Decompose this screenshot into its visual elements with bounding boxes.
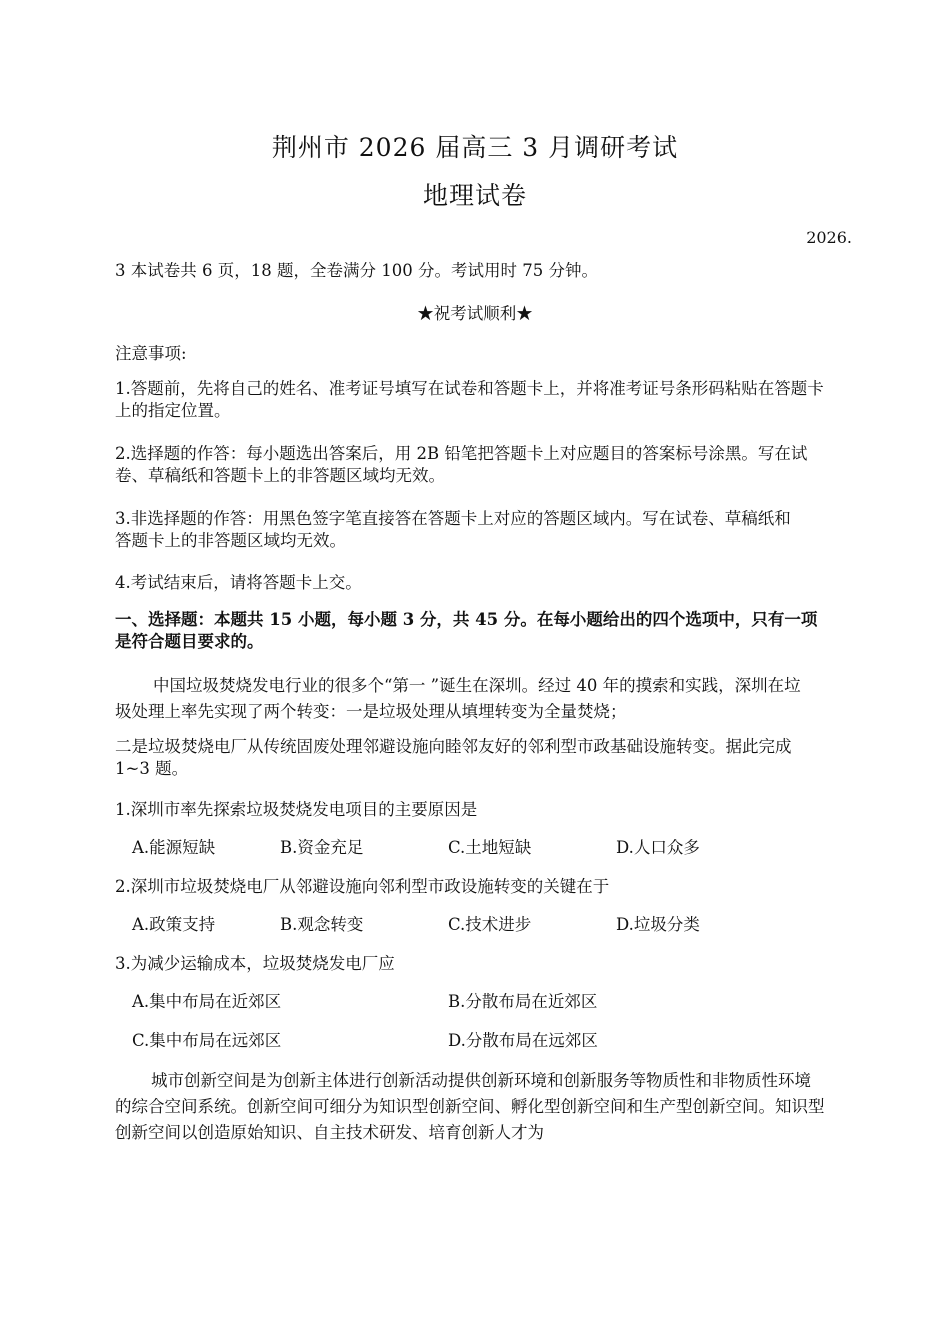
question-1-option-c: C.土地短缺: [448, 838, 532, 857]
section-1-heading: 一、选择题：本题共 15 小题，每小题 3 分，共 45 分。在每小题给出的四个选项中，只有一项是符合题目要求的。: [115, 610, 818, 651]
notes-heading: 注意事项:: [115, 344, 187, 363]
question-1-stem: 1.深圳市率先探索垃圾焚烧发电项目的主要原因是: [115, 800, 478, 819]
passage-2: 城市创新空间是为创新主体进行创新活动提供创新环境和创新服务等物质性和非物质性环境的综合空间系统。创新空间可细分为知识型创新空间、孵化型创新空间和生产型创新空间。知识型创新空间以创造原始知识、自主技术研发、培育创新人才为: [115, 1071, 825, 1142]
question-2-option-b: B.观念转变: [280, 915, 364, 934]
exam-date: 2026.: [806, 228, 852, 247]
note-item-3: 3.非选择题的作答：用黑色签字笔直接答在答题卡上对应的答题区域内。写在试卷、草稿纸和答题卡上的非答题区域均无效。: [115, 509, 791, 550]
note-item-4: 4.考试结束后，请将答题卡上交。: [115, 573, 362, 592]
passage-1-continued: 二是垃圾焚烧电厂从传统固废处理邻避设施向睦邻友好的邻利型市政基础设施转变。据此完成 1~3 题。: [115, 737, 792, 778]
note-item-2: 2.选择题的作答：每小题选出答案后，用 2B 铅笔把答题卡上对应题目的答案标号涂黑。写在试卷、草稿纸和答题卡上的非答题区域均无效。: [115, 444, 808, 485]
question-1-option-d: D.人口众多: [616, 838, 700, 857]
exam-intro: 3 本试卷共 6 页，18 题，全卷满分 100 分。考试用时 75 分钟。: [115, 261, 598, 280]
question-2-stem: 2.深圳市垃圾焚烧电厂从邻避设施向邻利型市政设施转变的关键在于: [115, 877, 610, 896]
question-2-option-a: A.政策支持: [132, 915, 216, 934]
exam-subtitle: 地理试卷: [422, 181, 527, 210]
question-1-option-a: A.能源短缺: [132, 838, 216, 857]
question-2-option-d: D.垃圾分类: [616, 915, 700, 934]
good-luck-banner: ★祝考试顺利★: [417, 304, 533, 323]
question-3-stem: 3.为减少运输成本，垃圾焚烧发电厂应: [115, 954, 395, 973]
question-3-option-d: D.分散布局在远郊区: [448, 1031, 598, 1050]
exam-title: 荆州市 2026 届高三 3 月调研考试: [271, 133, 679, 162]
question-1-option-b: B.资金充足: [280, 838, 364, 857]
question-3-option-a: A.集中布局在近郊区: [132, 992, 282, 1011]
question-3-option-b: B.分散布局在近郊区: [448, 992, 598, 1011]
passage-1: 中国垃圾焚烧发电行业的很多个“第一 ”诞生在深圳。经过 40 年的摸索和实践，深圳在垃圾处理上率先实现了两个转变：一是垃圾处理从填埋转变为全量焚烧；: [115, 676, 801, 721]
question-3-option-c: C.集中布局在远郊区: [132, 1031, 282, 1050]
note-item-1: 1.答题前，先将自己的姓名、准考证号填写在试卷和答题卡上，并将准考证号条形码粘贴在答题卡上的指定位置。: [115, 379, 824, 420]
question-2-option-c: C.技术进步: [448, 915, 532, 934]
